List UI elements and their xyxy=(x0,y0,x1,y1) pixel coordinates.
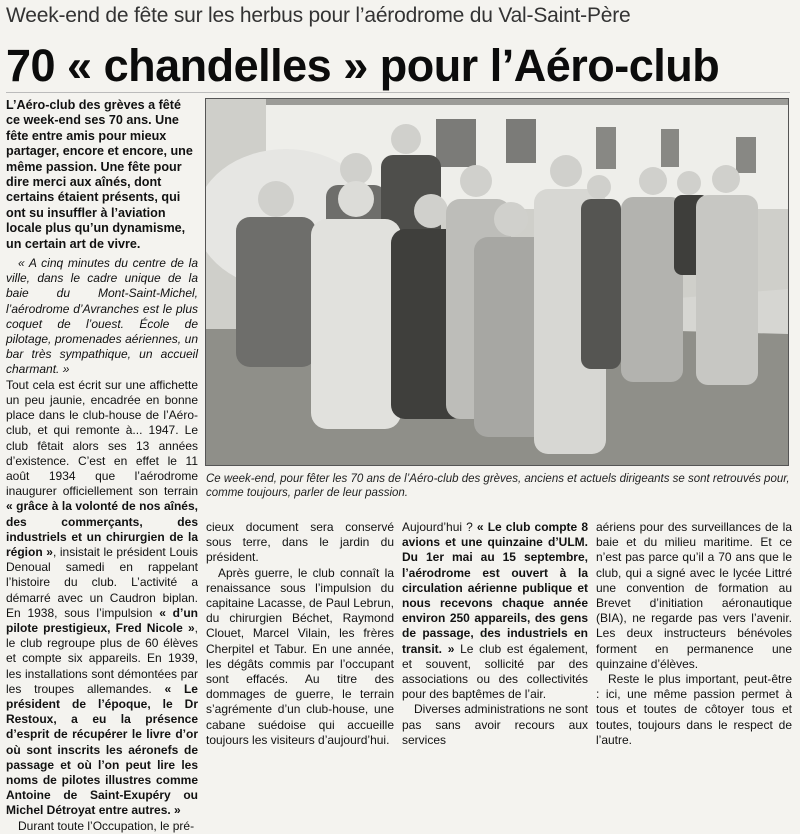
column-1-body xyxy=(6,378,198,819)
col3-start: Aujourd’hui ? xyxy=(402,520,473,534)
col1-quote-bold3: « Le président de l’époque, le Dr Restoux, a eu la présence d’esprit de récupérer le livre d’or où sont inscrits les aéronefs de passage et où l’on peut lire les noms de pilotes illustres comme Antoine de Saint-Exupéry ou Michel Détroyat entre autres. » xyxy=(6,681,198,818)
col3-p2: Diverses administrations ne sont pas sans avoir recours aux services xyxy=(402,702,588,747)
col3-text: Le club est également, et souvent, sollicité par des associations ou des collectivités pour des baptêmes de l’air. xyxy=(402,641,589,702)
article-kicker: Week-end de fête sur les herbus pour l’aérodrome du Val-Saint-Père xyxy=(6,4,631,27)
col2-p2: Après guerre, le club connaît la renaissance sous l’impulsion du capitaine Lacasse, de Paul Lebrun, du chirurgien Béchet, Raymond Clouet, Marcel Vilain, les frères Cherpitel et Tabur. En une année, les dégâts commis par l’occupant sont effacés. Au titre des dommages de guerre, le terrain s’agrémente d’un club-house, une cabane suédoise qui accueille toujours les visiteurs d’aujourd’hui. xyxy=(206,565,394,747)
column-4 xyxy=(596,520,792,748)
article-lead: L’Aéro-club des grèves a fêté ce week-end ses 70 ans. Une fête entre amis pour mieux partager, encore et encore, une même passion. Une fête pour dire merci aux aînés, dont certains étaient présents, qui ont su insuffler à l’aviation locale plus qu’un dynamisme, un certain art de vivre. xyxy=(6,98,193,251)
col4-p2: Reste le plus important, peut-être : ici, une même passion permet à tous et toutes de côtoyer tous et toutes, toujours dans le respect de l’autre. xyxy=(596,672,792,747)
col1-text3: , le club regroupe plus de 60 élèves et compte six appareils. En 1939, les installations sont démontées par les troupes allemandes. xyxy=(6,620,198,696)
col1-quote-bold: « grâce à la volonté de nos aînés, des commerçants, des industriels et un chirurgien de la région » xyxy=(6,499,198,559)
col2-p1: cieux document sera conservé sous terre, dans le jardin du président. xyxy=(206,520,394,565)
photo-caption: Ce week-end, pour fêter les 70 ans de l’Aéro-club des grèves, anciens et actuels dirigeants se sont retrouvés pour, comme toujours, parler de leur passion. xyxy=(206,473,790,500)
column-2 xyxy=(206,520,394,748)
article-headline: 70 « chandelles » pour l’Aéro-club xyxy=(6,40,720,91)
col1-text2: , insistait le président Louis Denoual samedi en rappelant l’histoire du club. L’activité a démarré avec un Caudron biplan. En 1938, sous l’impulsion xyxy=(6,544,199,620)
col1-text: Tout cela est écrit sur une affichette un peu jaunie, encadrée en bonne place dans le club-house de l’Aéro-club, et qui remonte à... 1947. Le club fêtait alors ses 13 années d’existence. C’est en effet le 11 août 1934 que l’aérodrome inaugurer officiellement son terrain xyxy=(6,377,198,499)
col3-p1 xyxy=(402,520,588,702)
column-3 xyxy=(402,520,588,748)
group-photo xyxy=(205,98,789,466)
col1-tail: Durant toute l’Occupation, le pré- xyxy=(18,818,195,833)
col1-quote-bold2: « d’un pilote prestigieux, Fred Nicole » xyxy=(6,605,198,635)
photo-illustration xyxy=(206,99,788,465)
col4-p1: aériens pour des surveillances de la baie et du milieu maritime. Et ce n’est pas parce qu’il a 70 ans que le club, qui a signé avec le lycée Littré une convention de formation au Brevet d’initiation aéronautique (BIA), ne regarde pas vers l’avenir. Les deux instructeurs bénévoles forment en permanence une quinzaine d’élèves. xyxy=(596,520,792,671)
column-1 xyxy=(6,98,198,834)
col3-bold: « Le club compte 8 avions et une quinzaine d’ULM. Du 1er mai au 15 septembre, l’aérodrome est ouvert à la circulation aérienne publique et nous recevons chaque année environ 250 appareils, des gens de passage, des industriels en transit. » xyxy=(402,520,588,656)
headline-divider xyxy=(6,92,790,93)
poster-quote: « A cinq minutes du centre de la ville, dans le cadre unique de la baie du Mont-Saint-Michel, l’aérodrome d’Avranches est le plus coquet de l’ouest. École de pilotage, promenades aériennes, un bar très sympathique, un accueil charmant. » xyxy=(6,256,198,377)
